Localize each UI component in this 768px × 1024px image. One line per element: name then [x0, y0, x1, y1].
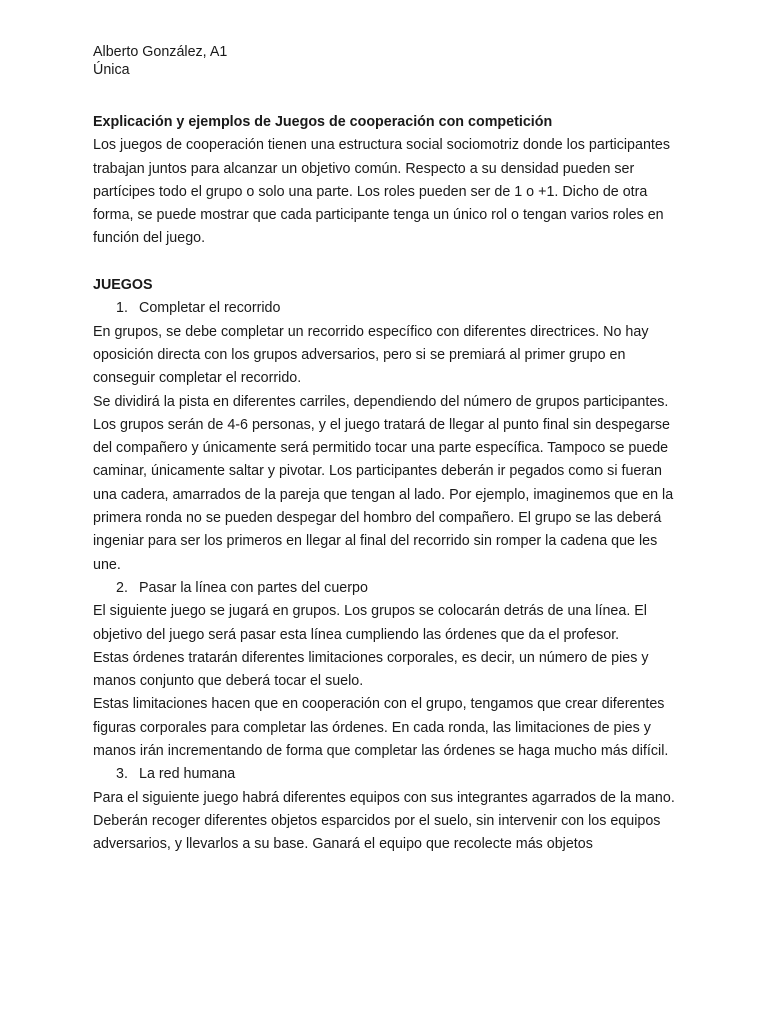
intro-paragraph: Los juegos de cooperación tienen una estructura social sociomotriz donde los participantes trabajan juntos para alcanzar un objetivo común. Respecto a su densidad pueden ser partícipes todo el grupo o solo una parte. Los roles pueden ser de 1 o +1. Dicho de otra forma, se puede mostrar que cada participante tenga un único rol o tengan varios roles en función del juego. [93, 137, 670, 247]
game-paragraph: El siguiente juego se jugará en grupos. Los grupos se colocarán detrás de una línea. El objetivo del juego será pasar esta línea cumpliendo las órdenes que da el profesor. [93, 603, 647, 643]
list-item [93, 297, 678, 320]
games-heading: JUEGOS [93, 277, 153, 294]
list-item-number: 3. [116, 766, 128, 783]
list-item [93, 577, 678, 600]
list-item-number: 2. [116, 579, 128, 596]
author-line: Alberto González, A1 [93, 44, 228, 60]
document-body [93, 43, 678, 857]
game-paragraph: Para el siguiente juego habrá diferentes equipos con sus integrantes agarrados de la mano. Deberán recoger diferentes objetos esparcidos por el suelo, sin intervenir con los equipos adversarios, y llevarlos a su base. Ganará el equipo que recolecte más objetos [93, 789, 675, 853]
game-paragraph: Estas órdenes tratarán diferentes limitaciones corporales, es decir, un número de pies y manos conjunto que deberá tocar el suelo. [93, 649, 649, 690]
game-paragraph: En grupos, se debe completar un recorrido específico con diferentes directrices. No hay oposición directa con los grupos adversarios, pero si se premiará al primer grupo en conseguir completar el recorrido. [93, 323, 649, 387]
list-item-title: Pasar la línea con partes del cuerpo [139, 579, 368, 596]
blank-line [93, 251, 678, 274]
game-paragraph: Estas limitaciones hacen que en cooperación con el grupo, tengamos que crear diferentes figuras corporales para completar las órdenes. En cada ronda, las limitaciones de pies y manos irán incrementando de forma que completar las órdenes se haga mucho más difícil. [93, 696, 669, 760]
list-item-title: Completar el recorrido [139, 300, 281, 317]
list-item-title: La red humana [139, 766, 236, 783]
list-item-number: 1. [116, 300, 128, 317]
section-title: Explicación y ejemplos de Juegos de cooperación con competición [93, 114, 553, 130]
header-spacer [93, 79, 678, 111]
game-paragraph: Se dividirá la pista en diferentes carriles, dependiendo del número de grupos participantes. Los grupos serán de 4-6 personas, y el juego tratará de llegar al punto final sin despegarse del compañero y únicamente será permitido tocar una parte específica. Tampoco se puede caminar, únicamente saltar y pivotar. Los participantes deberán ir pegados como si fueran una cadera, amarrados de la pareja que tengan al lado. Por ejemplo, imaginemos que en la primera ronda no se pueden despegar del hombro del compañero. El grupo se las deberá ingeniar para ser los primeros en llegar al final del recorrido sin romper la cadena que les une. [93, 393, 674, 573]
subtitle-line: Única [93, 62, 130, 78]
list-item [93, 763, 678, 786]
